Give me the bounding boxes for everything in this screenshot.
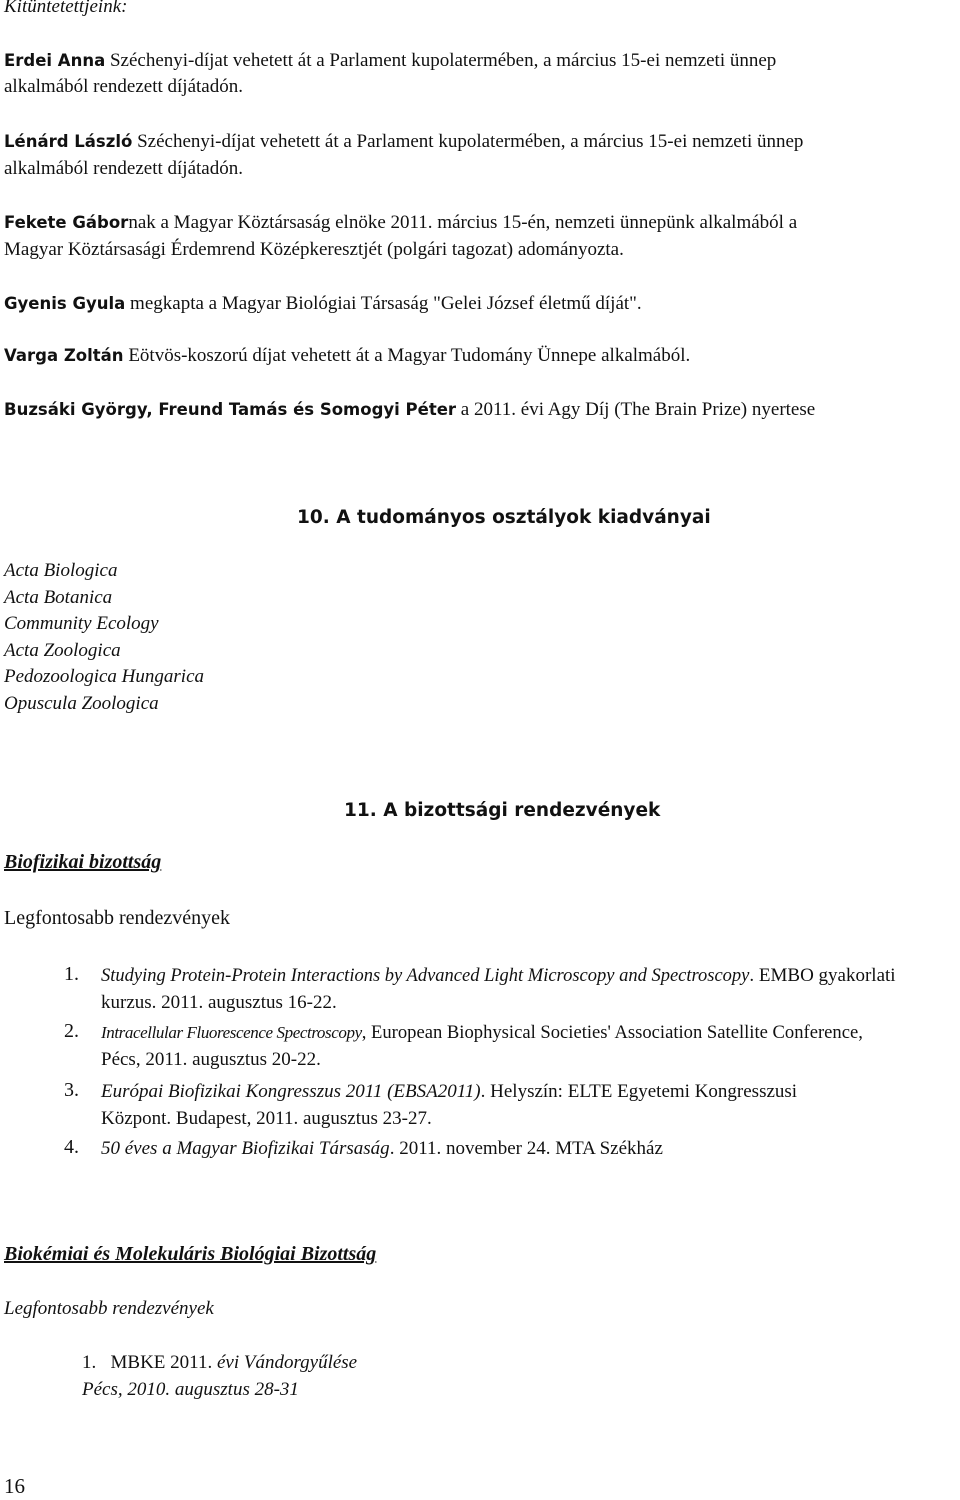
event-number: 1. (82, 1352, 97, 1373)
event-detail: . 2011. november 24. MTA Székház (389, 1138, 663, 1159)
journal-item: Opuscula Zoologica (4, 692, 159, 714)
event-place: Pécs, 2010. (82, 1379, 171, 1400)
awardee-name: Erdei Anna (4, 51, 106, 70)
section-10-title: 10. A tudományos osztályok kiadványai (297, 507, 711, 528)
event-title: Intracellular Fluorescence Spectroscopy (101, 1023, 362, 1042)
event-number: 2. (64, 1020, 79, 1042)
biofizikai-subheading: Legfontosabb rendezvények (4, 907, 231, 929)
award-lenard (4, 129, 803, 155)
award-lenard-line2: alkalmából rendezett díjátadón. (4, 158, 243, 179)
event-name: MBKE 2011. (110, 1352, 213, 1373)
award-buzsaki (4, 397, 815, 423)
award-text: Széchenyi-díjat vehetett át a Parlament kupolatermében, a március 15-ei nemzeti ünnep (105, 50, 777, 71)
event-number: 3. (64, 1079, 79, 1101)
journal-item: Acta Zoologica (4, 639, 121, 661)
journal-item: Pedozoologica Hungarica (4, 666, 205, 688)
journal-item: Community Ecology (4, 613, 159, 635)
awardee-name: Varga Zoltán (4, 346, 124, 365)
event-item (101, 1020, 863, 1046)
award-gyenis (4, 291, 642, 317)
event-item (101, 1079, 797, 1105)
awardee-name: Buzsáki György, Freund Tamás és Somogyi Péter (4, 400, 457, 419)
award-text: nak a Magyar Köztársaság elnöke 2011. március 15-én, nemzeti ünnepünk alkalmából a (128, 212, 798, 233)
event-title: 50 éves a Magyar Biofizikai Társaság (101, 1138, 390, 1159)
biokemiai-event (82, 1350, 357, 1376)
biokemiai-event-line2 (82, 1377, 299, 1403)
awards-heading: Kitüntetettjeink: (4, 0, 128, 17)
awardee-name: Gyenis Gyula (4, 294, 126, 313)
event-title: Studying Protein-Protein Interactions by Advanced Light Microscopy and Spectroscopy (101, 966, 750, 986)
journal-list (4, 558, 204, 718)
page-number: 16 (4, 1474, 25, 1498)
journal-item: Acta Botanica (4, 586, 113, 608)
award-erdei-line2: alkalmából rendezett díjátadón. (4, 76, 243, 97)
event-date: augusztus 28-31 (170, 1379, 299, 1400)
event-line2: Központ. Budapest, 2011. augusztus 23-27. (101, 1108, 432, 1129)
event-item (101, 963, 896, 989)
awardee-name: Fekete Gábor (4, 213, 129, 232)
award-text: Eötvös-koszorú díjat vehetett át a Magyar Tudomány Ünnepe alkalmából. (123, 345, 691, 366)
event-title: évi Vándorgyűlése (212, 1352, 358, 1373)
award-text: megkapta a Magyar Biológiai Társaság "Gelei József életmű díját". (125, 293, 642, 314)
event-item (101, 1136, 663, 1162)
event-line2: Pécs, 2011. augusztus 20-22. (101, 1049, 321, 1070)
award-text: Széchenyi-díjat vehetett át a Parlament kupolatermében, a március 15-ei nemzeti ünnep (132, 131, 804, 152)
event-detail: , European Biophysical Societies' Association Satellite Conference, (361, 1022, 863, 1043)
biokemiai-heading: Biokémiai és Molekuláris Biológiai Bizottság (4, 1243, 377, 1265)
event-detail: . Helyszín: ELTE Egyetemi Kongresszusi (480, 1081, 798, 1102)
section-11-title: 11. A bizottsági rendezvények (344, 800, 661, 821)
award-varga (4, 343, 690, 369)
award-text: a 2011. évi Agy Díj (The Brain Prize) nyertese (456, 399, 816, 420)
award-erdei (4, 48, 776, 74)
event-line2: kurzus. 2011. augusztus 16-22. (101, 992, 337, 1013)
biofizikai-heading: Biofizikai bizottság (4, 851, 162, 873)
biokemiai-subheading: Legfontosabb rendezvények (4, 1298, 214, 1319)
event-title: Európai Biofizikai Kongresszus 2011 (EBSA2011) (101, 1081, 481, 1102)
award-fekete-line2: Magyar Köztársasági Érdemrend Középkeresztjét (polgári tagozat) adományozta. (4, 239, 624, 260)
event-number: 1. (64, 963, 79, 985)
event-detail: . EMBO gyakorlati (749, 965, 896, 986)
event-number: 4. (64, 1136, 79, 1158)
journal-item: Acta Biologica (4, 560, 118, 581)
awardee-name: Lénárd László (4, 132, 133, 151)
award-fekete (4, 210, 797, 236)
